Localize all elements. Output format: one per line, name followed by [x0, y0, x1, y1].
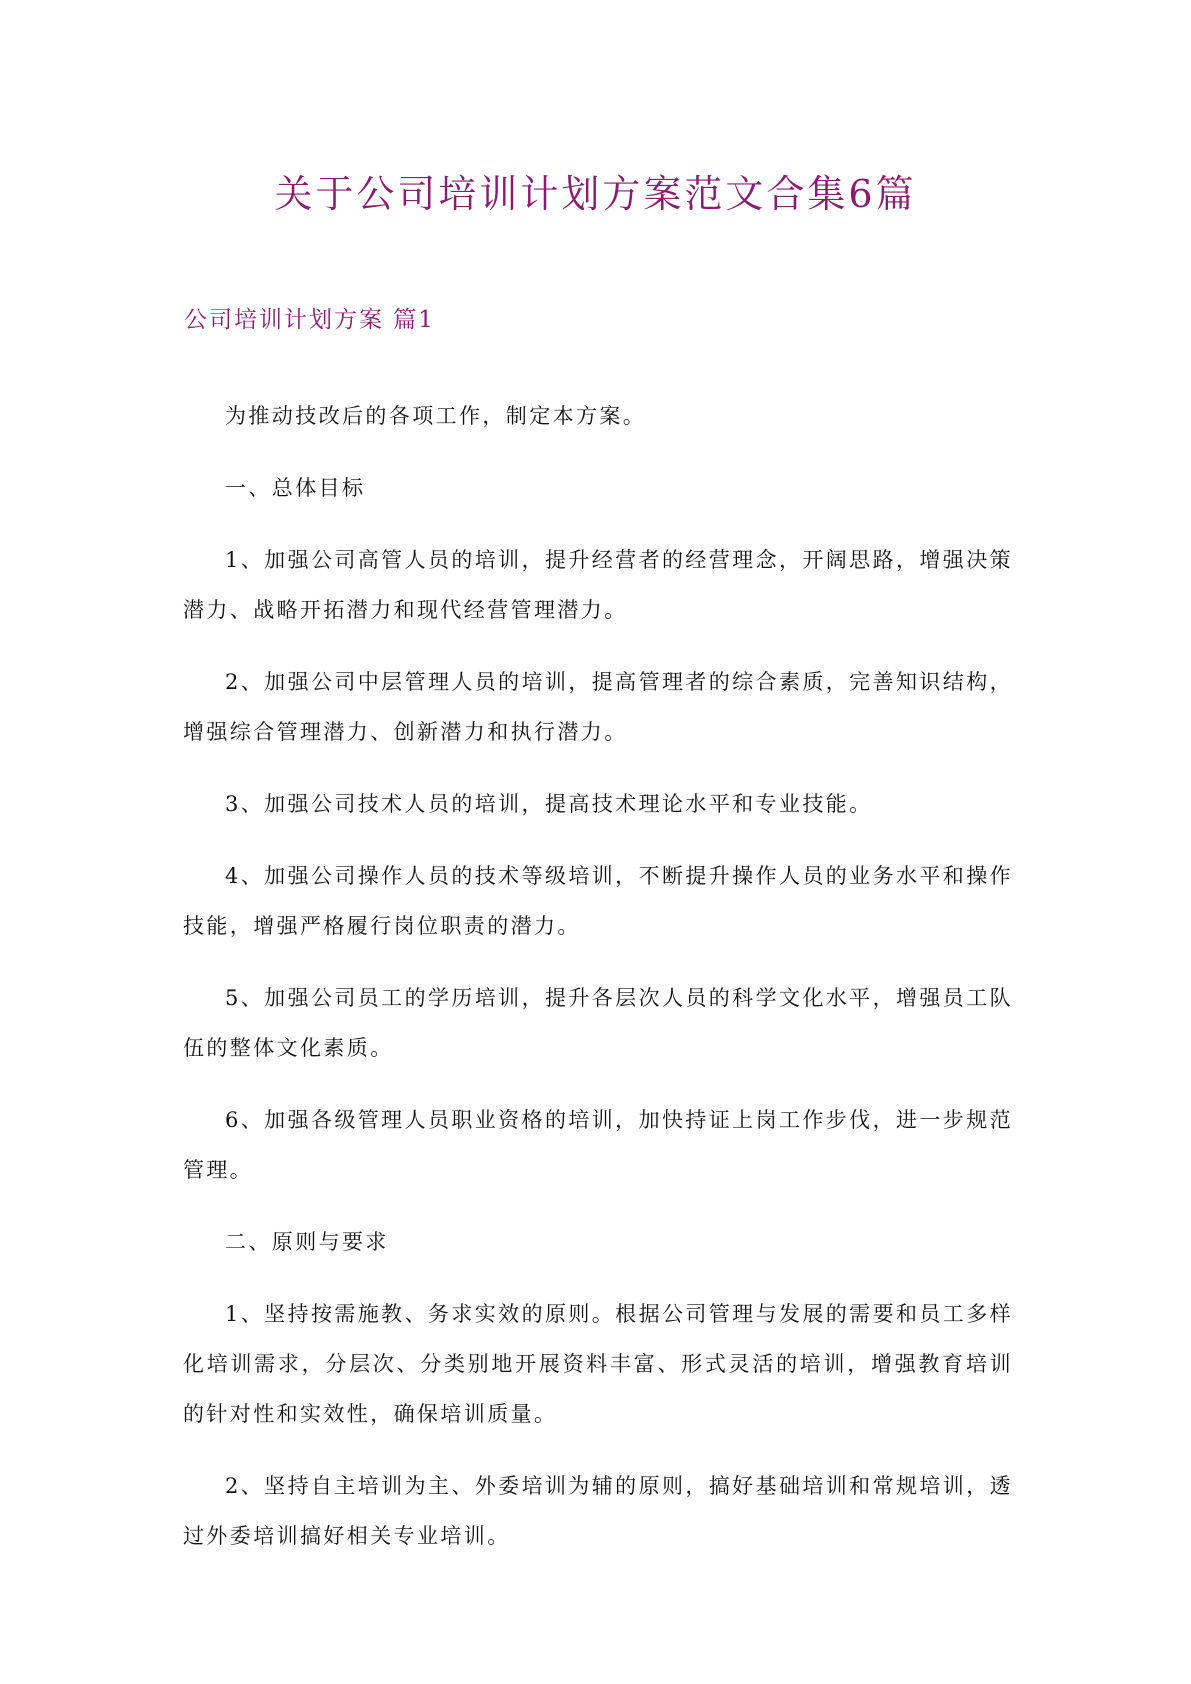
- heading-overall-goals: 一、总体目标: [225, 476, 366, 500]
- heading-principles: 二、原则与要求: [225, 1230, 389, 1254]
- goal-item-3: 3、加强公司技术人员的培训，提高技术理论水平和专业技能。: [225, 792, 873, 816]
- principle-item-2: 2、坚持自主培训为主、外委培训为辅的原则，搞好基础培训和常规培训，透过外委培训搞好相关专业培训。: [183, 1474, 1013, 1548]
- goal-item-1: 1、加强公司高管人员的培训，提升经营者的经营理念，开阔思路，增强决策潜力、战略开拓潜力和现代经营管理潜力。: [183, 548, 1013, 622]
- goal-item-2: 2、加强公司中层管理人员的培训，提高管理者的综合素质，完善知识结构，增强综合管理潜力、创新潜力和执行潜力。: [183, 670, 1013, 744]
- paragraph-intro: 为推动技改后的各项工作，制定本方案。: [225, 404, 647, 428]
- goal-item-4: 4、加强公司操作人员的技术等级培训，不断提升操作人员的业务水平和操作技能，增强严格履行岗位职责的潜力。: [183, 864, 1013, 938]
- goal-item-6: 6、加强各级管理人员职业资格的培训，加快持证上岗工作步伐，进一步规范管理。: [183, 1108, 1013, 1182]
- document-body: [183, 391, 1013, 1583]
- section-heading: 公司培训计划方案 篇1: [184, 307, 435, 333]
- principle-item-1: 1、坚持按需施教、务求实效的原则。根据公司管理与发展的需要和员工多样化培训需求，分层次、分类别地开展资料丰富、形式灵活的培训，增强教育培训的针对性和实效性，确保培训质量。: [183, 1302, 1013, 1426]
- document-title: 关于公司培训计划方案范文合集6篇: [274, 172, 917, 216]
- goal-item-5: 5、加强公司员工的学历培训，提升各层次人员的科学文化水平，增强员工队伍的整体文化素质。: [183, 986, 1013, 1060]
